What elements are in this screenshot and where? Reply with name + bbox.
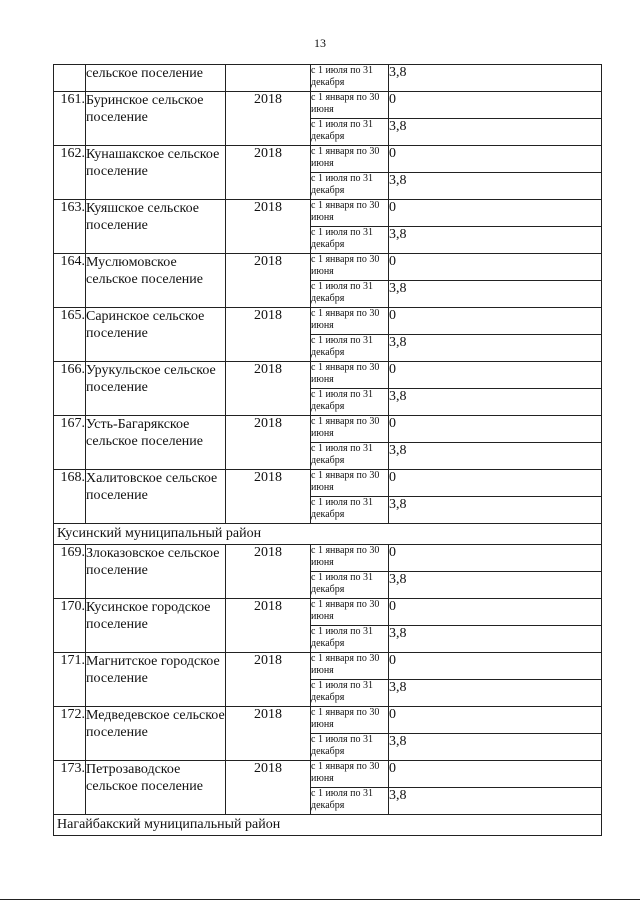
settlement-name: Кусинское городское поселение bbox=[86, 599, 226, 653]
rate-cell: 3,8 bbox=[389, 335, 602, 362]
row-number: 172. bbox=[54, 707, 86, 761]
row-number: 164. bbox=[54, 254, 86, 308]
period-cell: с 1 июля по 31 декабря bbox=[311, 788, 389, 815]
settlement-name: Буринское сельское поселение bbox=[86, 92, 226, 146]
rate-cell: 3,8 bbox=[389, 734, 602, 761]
row-number: 162. bbox=[54, 146, 86, 200]
period-cell: с 1 января по 30 июня bbox=[311, 308, 389, 335]
period-cell: с 1 июля по 31 декабря bbox=[311, 65, 389, 92]
period-cell: с 1 января по 30 июня bbox=[311, 362, 389, 389]
rate-cell: 3,8 bbox=[389, 626, 602, 653]
rates-table bbox=[53, 64, 602, 836]
row-number-cell bbox=[54, 65, 86, 92]
settlement-name: Куяшское сельское поселение bbox=[86, 200, 226, 254]
year-cell: 2018 bbox=[226, 470, 311, 524]
table-row bbox=[54, 470, 602, 497]
row-number: 161. bbox=[54, 92, 86, 146]
settlement-name: Кунашакское сельское поселение bbox=[86, 146, 226, 200]
rate-cell: 3,8 bbox=[389, 443, 602, 470]
period-cell: с 1 июля по 31 декабря bbox=[311, 680, 389, 707]
rate-cell: 3,8 bbox=[389, 497, 602, 524]
year-cell bbox=[226, 65, 311, 92]
rate-cell: 3,8 bbox=[389, 65, 602, 92]
rate-cell: 0 bbox=[389, 545, 602, 572]
table-row bbox=[54, 254, 602, 281]
rate-cell: 3,8 bbox=[389, 680, 602, 707]
table-row bbox=[54, 416, 602, 443]
period-cell: с 1 июля по 31 декабря bbox=[311, 734, 389, 761]
page-number: 13 bbox=[314, 36, 326, 50]
rate-cell: 3,8 bbox=[389, 227, 602, 254]
region-name: Кусинский муниципальный район bbox=[54, 524, 602, 545]
table-row bbox=[54, 200, 602, 227]
period-cell: с 1 июля по 31 декабря bbox=[311, 281, 389, 308]
settlement-name: Урукульское сельское поселение bbox=[86, 362, 226, 416]
year-cell: 2018 bbox=[226, 254, 311, 308]
rate-cell: 0 bbox=[389, 254, 602, 281]
period-cell: с 1 января по 30 июня bbox=[311, 707, 389, 734]
rate-cell: 3,8 bbox=[389, 281, 602, 308]
year-cell: 2018 bbox=[226, 308, 311, 362]
row-number: 168. bbox=[54, 470, 86, 524]
period-cell: с 1 января по 30 июня bbox=[311, 599, 389, 626]
year-cell: 2018 bbox=[226, 146, 311, 200]
rate-cell: 0 bbox=[389, 308, 602, 335]
table-row-continued bbox=[54, 65, 602, 92]
settlement-name: Петрозаводское сельское поселение bbox=[86, 761, 226, 815]
period-cell: с 1 января по 30 июня bbox=[311, 761, 389, 788]
rate-cell: 0 bbox=[389, 599, 602, 626]
rates-table-body bbox=[54, 65, 602, 836]
period-cell: с 1 января по 30 июня bbox=[311, 545, 389, 572]
table-row bbox=[54, 761, 602, 788]
settlement-name: Саринское сельское поселение bbox=[86, 308, 226, 362]
period-cell: с 1 июля по 31 декабря bbox=[311, 626, 389, 653]
table-row bbox=[54, 707, 602, 734]
period-cell: с 1 января по 30 июня bbox=[311, 416, 389, 443]
rate-cell: 3,8 bbox=[389, 389, 602, 416]
period-cell: с 1 января по 30 июня bbox=[311, 470, 389, 497]
year-cell: 2018 bbox=[226, 761, 311, 815]
table-row bbox=[54, 92, 602, 119]
settlement-name: Злоказовское сельское поселение bbox=[86, 545, 226, 599]
period-cell: с 1 июля по 31 декабря bbox=[311, 443, 389, 470]
table-row bbox=[54, 146, 602, 173]
settlement-name: Халитовское сельское поселение bbox=[86, 470, 226, 524]
year-cell: 2018 bbox=[226, 599, 311, 653]
rate-cell: 0 bbox=[389, 146, 602, 173]
period-cell: с 1 июля по 31 декабря bbox=[311, 572, 389, 599]
rate-cell: 3,8 bbox=[389, 572, 602, 599]
table-row bbox=[54, 362, 602, 389]
period-cell: с 1 января по 30 июня bbox=[311, 200, 389, 227]
period-cell: с 1 июля по 31 декабря bbox=[311, 119, 389, 146]
rate-cell: 0 bbox=[389, 362, 602, 389]
rate-cell: 0 bbox=[389, 707, 602, 734]
year-cell: 2018 bbox=[226, 200, 311, 254]
table-row bbox=[54, 599, 602, 626]
table-row bbox=[54, 545, 602, 572]
rate-cell: 0 bbox=[389, 761, 602, 788]
period-cell: с 1 июля по 31 декабря bbox=[311, 173, 389, 200]
page-bottom-rule bbox=[0, 899, 640, 900]
settlement-name: Магнитское городское поселение bbox=[86, 653, 226, 707]
settlement-name: Усть-Багарякское сельское поселение bbox=[86, 416, 226, 470]
year-cell: 2018 bbox=[226, 362, 311, 416]
rate-cell: 0 bbox=[389, 470, 602, 497]
period-cell: с 1 июля по 31 декабря bbox=[311, 335, 389, 362]
period-cell: с 1 января по 30 июня bbox=[311, 146, 389, 173]
row-number: 170. bbox=[54, 599, 86, 653]
period-cell: с 1 января по 30 июня bbox=[311, 653, 389, 680]
region-header-row bbox=[54, 524, 602, 545]
rate-cell: 3,8 bbox=[389, 119, 602, 146]
rate-cell: 0 bbox=[389, 416, 602, 443]
table-row bbox=[54, 653, 602, 680]
row-number: 165. bbox=[54, 308, 86, 362]
row-number: 167. bbox=[54, 416, 86, 470]
period-cell: с 1 января по 30 июня bbox=[311, 254, 389, 281]
rate-cell: 0 bbox=[389, 92, 602, 119]
rate-cell: 3,8 bbox=[389, 788, 602, 815]
rate-cell: 0 bbox=[389, 200, 602, 227]
rate-cell: 3,8 bbox=[389, 173, 602, 200]
row-number: 169. bbox=[54, 545, 86, 599]
region-header-row bbox=[54, 815, 602, 836]
row-number: 163. bbox=[54, 200, 86, 254]
table-row bbox=[54, 308, 602, 335]
rate-cell: 0 bbox=[389, 653, 602, 680]
settlement-name: сельское поселение bbox=[86, 65, 226, 92]
year-cell: 2018 bbox=[226, 92, 311, 146]
period-cell: с 1 июля по 31 декабря bbox=[311, 389, 389, 416]
year-cell: 2018 bbox=[226, 707, 311, 761]
row-number: 173. bbox=[54, 761, 86, 815]
year-cell: 2018 bbox=[226, 545, 311, 599]
region-name: Нагайбакский муниципальный район bbox=[54, 815, 602, 836]
period-cell: с 1 июля по 31 декабря bbox=[311, 497, 389, 524]
row-number: 166. bbox=[54, 362, 86, 416]
year-cell: 2018 bbox=[226, 416, 311, 470]
row-number: 171. bbox=[54, 653, 86, 707]
year-cell: 2018 bbox=[226, 653, 311, 707]
settlement-name: Муслюмовское сельское поселение bbox=[86, 254, 226, 308]
period-cell: с 1 июля по 31 декабря bbox=[311, 227, 389, 254]
period-cell: с 1 января по 30 июня bbox=[311, 92, 389, 119]
settlement-name: Медведевское сельское поселение bbox=[86, 707, 226, 761]
